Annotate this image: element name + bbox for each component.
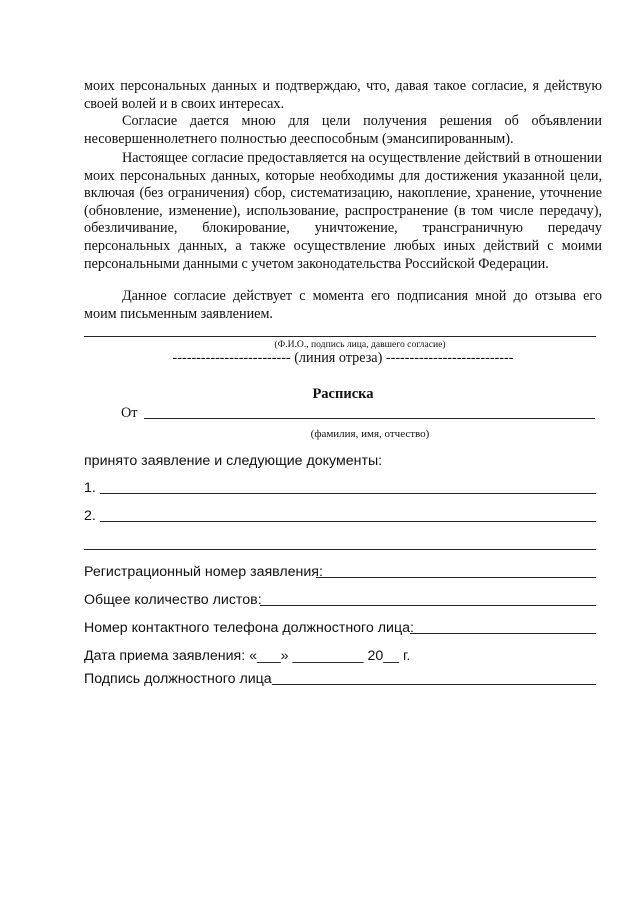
document-item-1-field[interactable] xyxy=(100,493,596,494)
cut-line: ------------------------- (линия отреза) --------------------------- xyxy=(172,350,514,366)
from-name-field[interactable] xyxy=(144,418,595,419)
date-label: Дата приема заявления: «___» _________ 20__ г. xyxy=(84,648,411,664)
phone-field[interactable] xyxy=(410,633,596,634)
consent-signature-line xyxy=(84,336,596,337)
official-signature-field[interactable] xyxy=(272,684,596,685)
reg-number-field[interactable] xyxy=(316,577,596,578)
document-item-extra-field[interactable] xyxy=(84,549,596,550)
sheets-count-field[interactable] xyxy=(260,605,596,606)
receipt-title: Расписка xyxy=(312,386,374,402)
from-label: От xyxy=(121,405,138,421)
accepted-text: принято заявление и следующие документы: xyxy=(84,453,383,469)
consent-paragraph-1: моих персональных данных и подтверждаю, что, давая такое согласие, я действую своей волей и в своих интересах. xyxy=(84,78,602,112)
document-item-2-label: 2. xyxy=(84,508,96,524)
consent-signature-caption: (Ф.И.О., подпись лица, давшего согласие) xyxy=(274,339,446,350)
from-caption: (фамилия, имя, отчество) xyxy=(310,428,430,440)
consent-paragraph-3: Настоящее согласие предоставляется на осуществление действий в отношении моих персональных данных, которые необходимы для достижения указанной цели, включая (без ограничения) сбор, систематизацию, накопление, хранение, уточнение (обновление, изменение), использование, распространение (в том числе передачу), обезличивание, блокирование, уничтожение, трансграничную передачу персональных данных, а также осуществление любых иных действий с моими персональными данными с учетом законодательства Российской Федерации. xyxy=(84,150,602,272)
document-item-2-field[interactable] xyxy=(100,521,596,522)
consent-paragraph-4: Данное согласие действует с момента его подписания мной до отзыва его моим письменным заявлением. xyxy=(84,288,602,322)
document-item-1-label: 1. xyxy=(84,480,96,496)
consent-paragraph-2: Согласие дается мною для цели получения решения об объявлении несовершеннолетнего полностью дееспособным (эмансипированным). xyxy=(84,113,602,147)
phone-label: Номер контактного телефона должностного лица: xyxy=(84,620,414,636)
reg-number-label: Регистрационный номер заявления: xyxy=(84,564,323,580)
sheets-count-label: Общее количество листов: xyxy=(84,592,262,608)
official-signature-label: Подпись должностного лица xyxy=(84,671,272,687)
